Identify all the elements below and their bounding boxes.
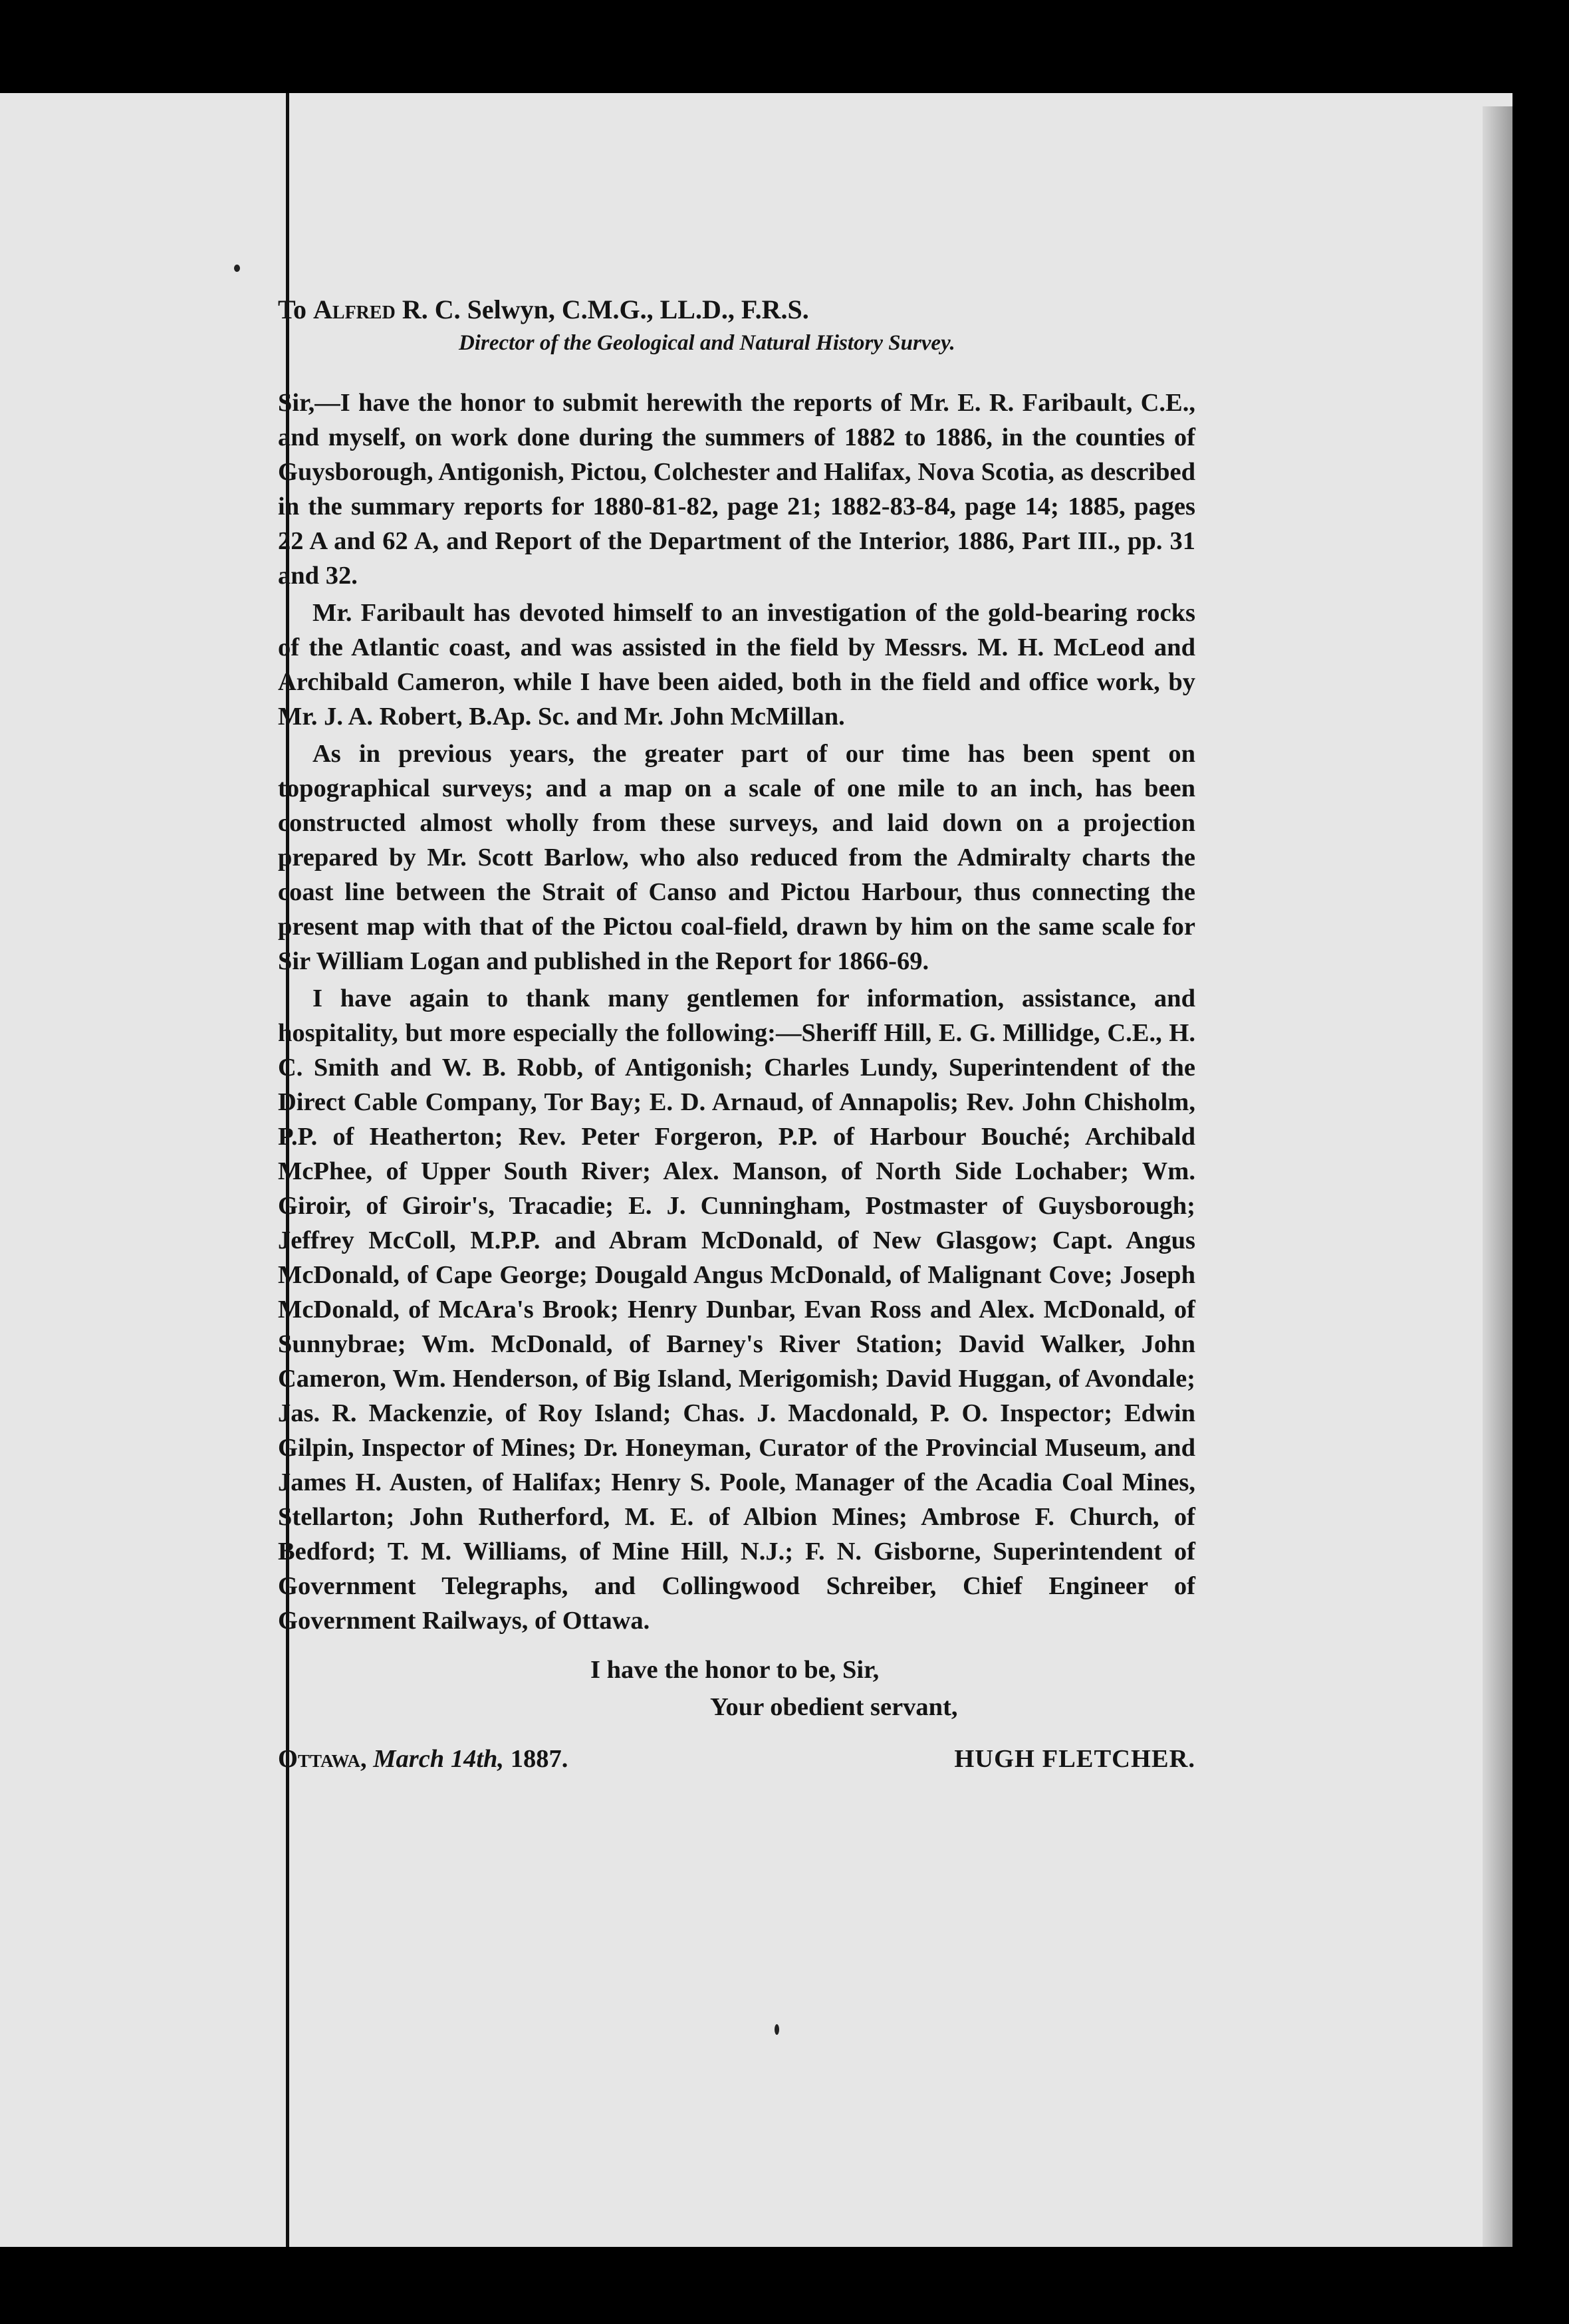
closing-line-1: I have the honor to be, Sir, [590, 1656, 880, 1684]
date: March 14th, [373, 1745, 505, 1773]
signature-row [278, 1739, 1195, 1779]
closing [278, 1651, 1195, 1726]
address-rest: R. C. Selwyn, C.M.G., LL.D., F.R.S. [402, 294, 809, 324]
paragraph: Mr. Faribault has devoted himself to an investigation of the gold-bearing rocks of the Atlantic coast, and was assisted in the field by Messrs. M. H. McLeod and Archibald Cameron, while I have been aided, both in the field and office work, by Mr. J. A. Robert, B.Ap. Sc. and Mr. John McMillan. [278, 599, 1195, 731]
ink-speck [234, 265, 240, 272]
signature: HUGH FLETCHER. [954, 1745, 1195, 1773]
place: Ottawa, [278, 1745, 367, 1773]
page-edge-shadow [1483, 106, 1512, 2247]
paragraph: As in previous years, the greater part of our time has been spent on topographical surveys; and a map on a scale of one mile to an inch, has been constructed almost wholly from these surveys, and laid down on a projection prepared by Mr. Scott Barlow, who also reduced from the Admiralty charts the coast line between the Strait of Canso and Pictou Harbour, thus connecting the present map with that of the Pictou coal-field, drawn by him on the same scale for Sir William Logan and published in the Report for 1866-69. [278, 740, 1195, 975]
address-prefix: To [278, 294, 307, 324]
year: 1887. [510, 1745, 568, 1773]
director-line: Director of the Geological and Natural History Survey. [459, 331, 955, 355]
closing-line-2: Your obedient servant, [710, 1693, 958, 1721]
paragraph: I have again to thank many gentlemen for information, assistance, and hospitality, but more especially the following:—Sheriff Hill, E. G. Millidge, C.E., H. C. Smith and W. B. Robb, of Antigonish; Charles Lundy, Superintendent of the Direct Cable Company, Tor Bay; E. D. Arnaud, of Annapolis; Rev. John Chisholm, P.P. of Heatherton; Rev. Peter Forgeron, P.P. of Harbour Bouché; Archibald McPhee, of Upper South River; Alex. Manson, of North Side Lochaber; Wm. Giroir, of Giroir's, Tracadie; E. J. Cunningham, Postmaster of Guysborough; Jeffrey McColl, M.P.P. and Abram McDonald, of New Glasgow; Capt. Angus McDonald, of Cape George; Dougald Angus McDonald, of Malignant Cove; Joseph McDonald, of McAra's Brook; Henry Dunbar, Evan Ross and Alex. McDonald, of Sunnybrae; Wm. McDonald, of Barney's River Station; David Walker, John Cameron, Wm. Henderson, of Big Island, Merigomish; David Huggan, of Avondale; Jas. R. Mackenzie, of Roy Island; Chas. J. Macdonald, P. O. Inspector; Edwin Gilpin, Inspector of Mines; Dr. Honeyman, Curator of the Provincial Museum, and James H. Austen, of Halifax; Henry S. Poole, Manager of the Acadia Coal Mines, Stellarton; John Rutherford, M. E. of Albion Mines; Ambrose F. Church, of Bedford; T. M. Williams, of Mine Hill, N.J.; F. N. Gisborne, Superintendent of Government Telegraphs, and Collingwood Schreiber, Chief Engineer of Government Railways, of Ottawa. [278, 985, 1195, 1635]
place-date [278, 1739, 568, 1779]
letter [278, 292, 1195, 1779]
paragraph: Sir,—I have the honor to submit herewith the reports of Mr. E. R. Faribault, C.E., and myself, on work done during the summers of 1882 to 1886, in the counties of Guysborough, Antigonish, Pictou, Colchester and Halifax, Nova Scotia, as described in the summary reports for 1880-81-82, page 21; 1882-83-84, page 14; 1885, pages 22 A and 62 A, and Report of the Department of the Interior, 1886, Part III., pp. 31 and 32. [278, 389, 1195, 590]
ink-speck [775, 2024, 779, 2035]
address-name: Alfred [313, 294, 396, 324]
address-line [278, 292, 1195, 327]
